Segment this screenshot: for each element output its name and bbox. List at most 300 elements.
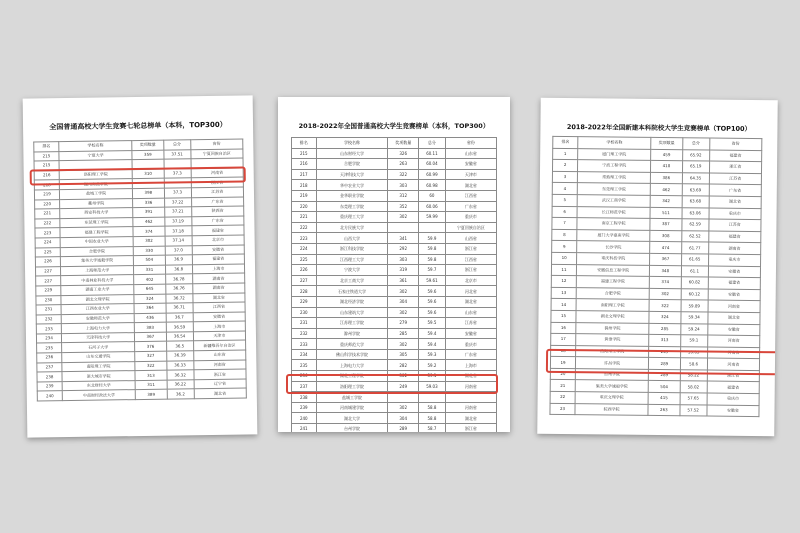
table-cell: 河北省 bbox=[445, 286, 496, 297]
table-cell: 6 bbox=[552, 206, 577, 218]
table-cell: 湖州师范学院 bbox=[59, 179, 132, 190]
table-cell: 322 bbox=[388, 169, 419, 180]
table-cell: 安徽省 bbox=[193, 312, 245, 322]
table-cell: 广东省 bbox=[445, 201, 496, 212]
table-cell: 山西大学 bbox=[316, 233, 388, 244]
table-cell: 宁夏大学 bbox=[59, 150, 132, 161]
table-cell: 374 bbox=[649, 277, 680, 289]
table-cell: 402 bbox=[134, 274, 165, 284]
table-cell: 重庆市 bbox=[707, 393, 759, 405]
table-cell: 331 bbox=[134, 265, 165, 275]
table-cell: 235 bbox=[37, 343, 62, 353]
column-header: 奖项数量 bbox=[651, 137, 682, 149]
table-cell: 浙江省 bbox=[707, 370, 759, 382]
table-cell: 59.6 bbox=[419, 296, 446, 307]
table-cell: 220 bbox=[35, 199, 60, 209]
table-cell: 59.2 bbox=[419, 360, 446, 371]
table-cell: 226 bbox=[35, 257, 60, 267]
table-cell: 9 bbox=[552, 241, 577, 253]
table-cell: 60.99 bbox=[419, 169, 446, 180]
table-cell: 241 bbox=[292, 424, 317, 432]
table-cell: 330 bbox=[133, 246, 164, 256]
table-cell: 418 bbox=[651, 161, 682, 173]
table-cell: 重庆科技学院 bbox=[577, 253, 650, 265]
table-cell: 天津科技大学 bbox=[316, 169, 388, 180]
table-cell: 23 bbox=[550, 403, 575, 415]
table-row bbox=[292, 243, 497, 254]
table-cell: 许昌学院 bbox=[576, 357, 649, 369]
table-cell: 263 bbox=[388, 159, 419, 170]
table-cell: 59.1 bbox=[419, 371, 446, 382]
table-cell: 342 bbox=[650, 195, 681, 207]
table-cell: 322 bbox=[135, 361, 166, 371]
table-cell: 山东省 bbox=[193, 350, 245, 360]
table-cell: 江苏省 bbox=[709, 219, 761, 231]
table-cell: 福建省 bbox=[192, 254, 244, 264]
column-header: 总分 bbox=[419, 138, 446, 149]
table-cell: 长江师范学院 bbox=[577, 206, 650, 218]
table-row bbox=[292, 328, 497, 339]
table-cell: 2 bbox=[552, 160, 577, 172]
table-cell: 北方民族大学 bbox=[316, 222, 388, 233]
table-cell: 249 bbox=[388, 381, 419, 392]
table-cell: 37.18 bbox=[165, 226, 192, 236]
table-cell: 江西理工大学 bbox=[316, 254, 388, 265]
table-cell: 南阳理工学院 bbox=[576, 299, 649, 311]
table-cell: 511 bbox=[650, 207, 681, 219]
table-cell: 浙江省 bbox=[194, 369, 246, 379]
table-cell: 19 bbox=[550, 357, 575, 369]
column-header: 省份 bbox=[445, 138, 496, 149]
table-cell: 4 bbox=[552, 183, 577, 195]
table-cell: 313 bbox=[135, 370, 166, 380]
table-cell: 302 bbox=[388, 402, 419, 413]
table-cell: 289 bbox=[649, 369, 680, 381]
table-cell: 228 bbox=[292, 286, 317, 297]
table-cell: 上海市 bbox=[192, 264, 244, 274]
table-header-row bbox=[292, 138, 497, 149]
table-cell: 陕西省 bbox=[191, 206, 243, 216]
table-cell: 302 bbox=[133, 236, 164, 246]
table-cell: 36.59 bbox=[166, 322, 193, 332]
table-cell: 湖北省 bbox=[193, 293, 245, 303]
table-cell: 湖南省 bbox=[192, 273, 244, 283]
table-cell: 集美大学诚毅学院 bbox=[60, 256, 133, 267]
table-cell: 303 bbox=[388, 180, 419, 191]
table-cell: 江苏省 bbox=[191, 187, 243, 197]
table-cell: 滁州学院 bbox=[576, 322, 649, 334]
table-cell: 398 bbox=[133, 188, 164, 198]
table-cell: 滁州学院 bbox=[316, 328, 388, 339]
table-cell: 盐城工学院 bbox=[316, 392, 388, 403]
table-cell: 12 bbox=[551, 276, 576, 288]
table-cell: 215 bbox=[292, 148, 317, 159]
highlight-box bbox=[286, 374, 498, 394]
table-cell: 348 bbox=[650, 265, 681, 277]
table-cell: 312 bbox=[388, 190, 419, 201]
table-cell: 313 bbox=[649, 335, 680, 347]
table-cell: 376 bbox=[135, 342, 166, 352]
column-header: 省份 bbox=[709, 138, 761, 150]
table-cell: 浙大城市学院 bbox=[62, 371, 135, 382]
table-cell: 重庆市 bbox=[709, 208, 761, 220]
table-cell: 263 bbox=[648, 404, 679, 416]
table-cell: 安徽省 bbox=[192, 245, 244, 255]
table-cell: 60.11 bbox=[419, 148, 446, 159]
table-cell: 福建省 bbox=[192, 225, 244, 235]
table-cell: 232 bbox=[36, 314, 61, 324]
table-cell: 山东财经大学 bbox=[316, 148, 388, 159]
table-cell: 14 bbox=[551, 299, 576, 311]
table-cell: 327 bbox=[135, 351, 166, 361]
table-cell: 合肥学院 bbox=[576, 287, 649, 299]
table-cell: 厦门理工学院 bbox=[578, 148, 651, 160]
table-row bbox=[292, 212, 497, 223]
table-cell: 218 bbox=[292, 180, 317, 191]
table-row bbox=[292, 360, 497, 371]
table-cell bbox=[419, 222, 446, 233]
table-cell: 福建工程学院 bbox=[60, 227, 133, 238]
table-cell: 湖南省 bbox=[192, 283, 244, 293]
table-cell: 河南省 bbox=[707, 347, 759, 359]
table-cell: 289 bbox=[649, 358, 680, 370]
table-cell: 292 bbox=[388, 243, 419, 254]
table-row bbox=[292, 148, 497, 159]
table-cell: 59.61 bbox=[419, 275, 446, 286]
table-row bbox=[292, 169, 497, 180]
table-cell: 10 bbox=[552, 252, 577, 264]
ranking-table bbox=[549, 136, 762, 417]
table-cell: 223 bbox=[292, 233, 317, 244]
table-cell: 504 bbox=[648, 381, 679, 393]
table-cell: 11 bbox=[551, 264, 576, 276]
table-cell: 上海电力大学 bbox=[61, 323, 134, 334]
table-cell: 南京工程学院 bbox=[577, 218, 650, 230]
table-cell: 东莞理工学院 bbox=[316, 201, 388, 212]
table-cell: 18 bbox=[551, 345, 576, 357]
table-cell: 石河子大学 bbox=[62, 342, 135, 353]
table-cell: 59.99 bbox=[419, 212, 446, 223]
table-cell: 安徽省 bbox=[445, 328, 496, 339]
table-cell: 36.2 bbox=[167, 389, 194, 399]
table-cell: 天津科技大学 bbox=[62, 332, 135, 343]
table-cell: 386 bbox=[651, 172, 682, 184]
table-cell: 浙江省 bbox=[445, 424, 496, 432]
table-cell: 衢州学院 bbox=[60, 198, 133, 209]
table-cell: 盐城工学院 bbox=[59, 189, 132, 200]
table-cell: 16 bbox=[551, 322, 576, 334]
ranking-sheet-2 bbox=[278, 97, 510, 432]
table-cell: 上海电力大学 bbox=[316, 360, 388, 371]
table-cell: 湖北省 bbox=[194, 388, 246, 398]
table-cell: 391 bbox=[133, 207, 164, 217]
table-cell: 洛阳理工学院 bbox=[316, 381, 388, 392]
table-cell: 36.32 bbox=[167, 370, 194, 380]
table-cell: 湖北省 bbox=[709, 196, 761, 208]
table-row bbox=[292, 318, 497, 329]
table-cell: 225 bbox=[35, 247, 60, 257]
column-header: 学校名称 bbox=[59, 141, 132, 152]
table-cell: 60.82 bbox=[681, 277, 708, 289]
table-cell: 230 bbox=[36, 295, 61, 305]
table-cell: 233 bbox=[292, 339, 317, 350]
table-row bbox=[550, 403, 759, 417]
table-cell: 山东建筑大学 bbox=[316, 307, 388, 318]
table-cell: 河南省 bbox=[445, 381, 496, 392]
table-cell: 广东省 bbox=[445, 349, 496, 360]
table-cell: 462 bbox=[133, 217, 164, 227]
table-cell: 重庆市 bbox=[445, 212, 496, 223]
table-cell: 佛山科学技术学院 bbox=[316, 349, 388, 360]
table-cell: 230 bbox=[292, 307, 317, 318]
table-cell: 安徽信息工程学院 bbox=[576, 264, 649, 276]
table-cell: 湖北工程学院 bbox=[316, 371, 388, 382]
table-row bbox=[292, 286, 497, 297]
table-cell: 226 bbox=[292, 265, 317, 276]
table-cell: 长沙学院 bbox=[577, 241, 650, 253]
table-cell: 219 bbox=[34, 190, 59, 200]
table-cell: 326 bbox=[388, 148, 419, 159]
table-cell: 36.9 bbox=[165, 255, 192, 265]
table-cell: 洛阳理工学院 bbox=[576, 345, 649, 357]
table-cell: 福建省 bbox=[708, 231, 760, 243]
table-cell: 常熟理工学院 bbox=[577, 171, 650, 183]
table-cell: 新疆维吾尔自治区 bbox=[193, 341, 245, 351]
table-cell: 218 bbox=[34, 180, 59, 190]
table-cell: 15 bbox=[551, 310, 576, 322]
table-cell: 302 bbox=[649, 288, 680, 300]
table-cell: 459 bbox=[651, 149, 682, 161]
table-cell: 59.03 bbox=[419, 381, 446, 392]
sheet-title: 全国普通高校大学生竞赛七轮总榜单（本科，TOP300） bbox=[49, 120, 227, 132]
table-cell: 59.4 bbox=[419, 328, 446, 339]
table-cell: 湖南省 bbox=[708, 242, 760, 254]
table-cell: 224 bbox=[35, 238, 60, 248]
column-header: 奖项数量 bbox=[388, 138, 419, 149]
table-cell: 20 bbox=[550, 368, 575, 380]
table-cell: 37.51 bbox=[163, 149, 190, 159]
table-cell: 58.7 bbox=[419, 424, 446, 432]
table-cell: 302 bbox=[388, 286, 419, 297]
table-cell: 304 bbox=[388, 413, 419, 424]
table-cell: 河南省 bbox=[191, 168, 243, 178]
table-cell: 236 bbox=[292, 371, 317, 382]
table-cell: 山东省 bbox=[445, 148, 496, 159]
column-header: 奖项数量 bbox=[132, 140, 163, 150]
table-cell: 383 bbox=[135, 322, 166, 332]
table-cell: 武汉工商学院 bbox=[577, 195, 650, 207]
table-cell: 229 bbox=[292, 296, 317, 307]
column-header: 总分 bbox=[682, 138, 709, 150]
table-cell: 南阳理工学院 bbox=[62, 361, 135, 372]
table-cell: 436 bbox=[134, 313, 165, 323]
table-cell: 36.33 bbox=[166, 360, 193, 370]
table-row bbox=[292, 402, 497, 413]
table-cell: 59.34 bbox=[680, 312, 707, 324]
table-cell: 236 bbox=[37, 353, 62, 363]
table-cell: 东莞理工学院 bbox=[577, 183, 650, 195]
table-cell: 215 bbox=[34, 151, 59, 161]
table-cell: 天津市 bbox=[193, 331, 245, 341]
table-cell: 58.8 bbox=[419, 413, 446, 424]
table-cell: 504 bbox=[134, 255, 165, 265]
table-cell: 石家庄铁道大学 bbox=[316, 286, 388, 297]
table-cell: 5 bbox=[552, 194, 577, 206]
table-cell: 合肥学院 bbox=[60, 246, 133, 257]
table-cell: 安徽省 bbox=[708, 289, 760, 301]
table-cell: 305 bbox=[388, 349, 419, 360]
table-cell: 皖西学院 bbox=[575, 403, 648, 415]
table-cell: 上海师范大学 bbox=[61, 265, 134, 276]
table-cell: 21 bbox=[550, 380, 575, 392]
table-cell: 中国农业大学 bbox=[60, 237, 133, 248]
table-cell: 江西农业大学 bbox=[61, 304, 134, 315]
table-cell bbox=[388, 222, 419, 233]
table-cell: 台州学院 bbox=[316, 424, 388, 432]
ranking-sheet-1 bbox=[23, 95, 258, 437]
table-cell: 浙江省 bbox=[445, 243, 496, 254]
table-cell: 广东省 bbox=[709, 184, 761, 196]
table-cell: 上海市 bbox=[445, 360, 496, 371]
table-cell: 234 bbox=[36, 333, 61, 343]
table-cell: 57.65 bbox=[680, 393, 707, 405]
table-row bbox=[292, 413, 497, 424]
table-cell: 山西省 bbox=[445, 233, 496, 244]
table-row bbox=[292, 307, 497, 318]
table-cell: 河南省 bbox=[708, 300, 760, 312]
table-cell: 59.1 bbox=[680, 335, 707, 347]
table-cell: 13 bbox=[551, 287, 576, 299]
table-cell: 59.03 bbox=[680, 346, 707, 358]
table-row bbox=[292, 424, 497, 432]
table-cell: 36.5 bbox=[166, 341, 193, 351]
table-cell: 63.69 bbox=[682, 184, 709, 196]
table-cell: 北京市 bbox=[445, 275, 496, 286]
table-cell: 河南省 bbox=[707, 335, 759, 347]
table-cell: 河南城建学院 bbox=[316, 402, 388, 413]
table-cell: 225 bbox=[292, 254, 317, 265]
table-cell: 61.65 bbox=[681, 254, 708, 266]
table-row bbox=[37, 388, 246, 401]
table-cell: 江西省 bbox=[445, 190, 496, 201]
table-cell: 宁波工程学院 bbox=[578, 160, 651, 172]
table-row bbox=[292, 296, 497, 307]
table-cell: 221 bbox=[292, 212, 317, 223]
table-cell: 282 bbox=[388, 360, 419, 371]
table-cell: 36.72 bbox=[165, 293, 192, 303]
column-header: 学校名称 bbox=[316, 138, 388, 149]
table-cell: 238 bbox=[37, 372, 62, 382]
table-cell: 352 bbox=[388, 201, 419, 212]
table-cell: 63.06 bbox=[682, 207, 709, 219]
table-cell: 湖北文理学院 bbox=[576, 311, 649, 323]
table-cell: 浙江科技学院 bbox=[316, 243, 388, 254]
table-cell: 天津市 bbox=[445, 169, 496, 180]
table-cell: 60.04 bbox=[419, 159, 446, 170]
table-cell: 227 bbox=[36, 276, 61, 286]
sheet-title: 2018-2022年全国新建本科院校大学生竞赛榜单（TOP100） bbox=[566, 123, 752, 133]
table-cell: 37.0 bbox=[165, 245, 192, 255]
table-cell: 303 bbox=[388, 254, 419, 265]
table-cell: 367 bbox=[135, 332, 166, 342]
table-cell: 安徽省 bbox=[708, 324, 760, 336]
column-header: 学校名称 bbox=[578, 137, 651, 149]
table-cell: 389 bbox=[135, 390, 166, 400]
table-cell: 227 bbox=[292, 275, 317, 286]
table-cell: 河南省 bbox=[194, 360, 246, 370]
column-header: 排名 bbox=[553, 136, 578, 148]
table-cell: 重庆文理学院 bbox=[575, 392, 648, 404]
table-cell: 辽宁省 bbox=[194, 379, 246, 389]
table-cell: 279 bbox=[388, 318, 419, 329]
table-cell: 重庆市 bbox=[708, 254, 760, 266]
table-cell: 232 bbox=[292, 328, 317, 339]
table-cell: 302 bbox=[388, 339, 419, 350]
table-cell: 洛阳理工学院 bbox=[59, 169, 132, 180]
table-cell: 中南林业科技大学 bbox=[61, 275, 134, 286]
table-cell: 645 bbox=[134, 284, 165, 294]
table-cell: 387 bbox=[650, 219, 681, 231]
table-cell: 22 bbox=[550, 391, 575, 403]
table-cell: 黄淮学院 bbox=[576, 334, 649, 346]
table-cell: 浙江省 bbox=[191, 177, 243, 187]
table-cell: 36.7 bbox=[166, 312, 193, 322]
table-cell: 湖北经济学院 bbox=[316, 296, 388, 307]
table-cell: 集美大学诚毅学院 bbox=[575, 380, 648, 392]
table-cell: 北京市 bbox=[192, 235, 244, 245]
table-cell: 222 bbox=[292, 222, 317, 233]
table-cell: 湖北文理学院 bbox=[61, 294, 134, 305]
table-cell: 415 bbox=[648, 392, 679, 404]
ranking-sheet-3 bbox=[537, 98, 778, 436]
table-cell: 山东交通学院 bbox=[62, 352, 135, 363]
table-cell: 37.21 bbox=[164, 207, 191, 217]
table-cell: 285 bbox=[649, 323, 680, 335]
table-cell: 合肥学院 bbox=[316, 159, 388, 170]
table-row bbox=[292, 233, 497, 244]
table-cell: 金华职业学院 bbox=[316, 190, 388, 201]
sheet-title: 2018-2022年全国普通高校大学生竞赛榜单（本科，TOP300） bbox=[298, 122, 490, 130]
table-cell: 364 bbox=[134, 303, 165, 313]
table-cell: 59.8 bbox=[419, 243, 446, 254]
table-cell: 336 bbox=[133, 198, 164, 208]
table-cell: 59.7 bbox=[419, 265, 446, 276]
table-cell: 重庆师范大学 bbox=[316, 339, 388, 350]
table-cell: 东北财经大学 bbox=[62, 380, 135, 391]
table-cell: 福建省 bbox=[707, 381, 759, 393]
table-cell: 59.8 bbox=[419, 254, 446, 265]
table-cell: 62.52 bbox=[681, 230, 708, 242]
table-cell: 湖南工业大学 bbox=[61, 284, 134, 295]
table-cell: 239 bbox=[292, 402, 317, 413]
table-cell: 310 bbox=[132, 169, 163, 179]
table-cell: 60.06 bbox=[419, 201, 446, 212]
table-cell: 36.71 bbox=[166, 303, 193, 313]
table-cell: 59.6 bbox=[419, 307, 446, 318]
table-cell: 宁波大学 bbox=[316, 265, 388, 276]
table-row bbox=[292, 190, 497, 201]
table-cell: 59.9 bbox=[419, 233, 446, 244]
table-cell: 221 bbox=[35, 209, 60, 219]
table-cell: 浙江省 bbox=[445, 265, 496, 276]
table-cell: 广东省 bbox=[191, 197, 243, 207]
table-cell: 安徽省 bbox=[707, 405, 759, 417]
table-cell: 58.6 bbox=[680, 358, 707, 370]
table-cell: 304 bbox=[388, 296, 419, 307]
table-row bbox=[292, 265, 497, 276]
table-cell: 东莞理工学院 bbox=[60, 217, 133, 228]
table-cell: 374 bbox=[133, 226, 164, 236]
